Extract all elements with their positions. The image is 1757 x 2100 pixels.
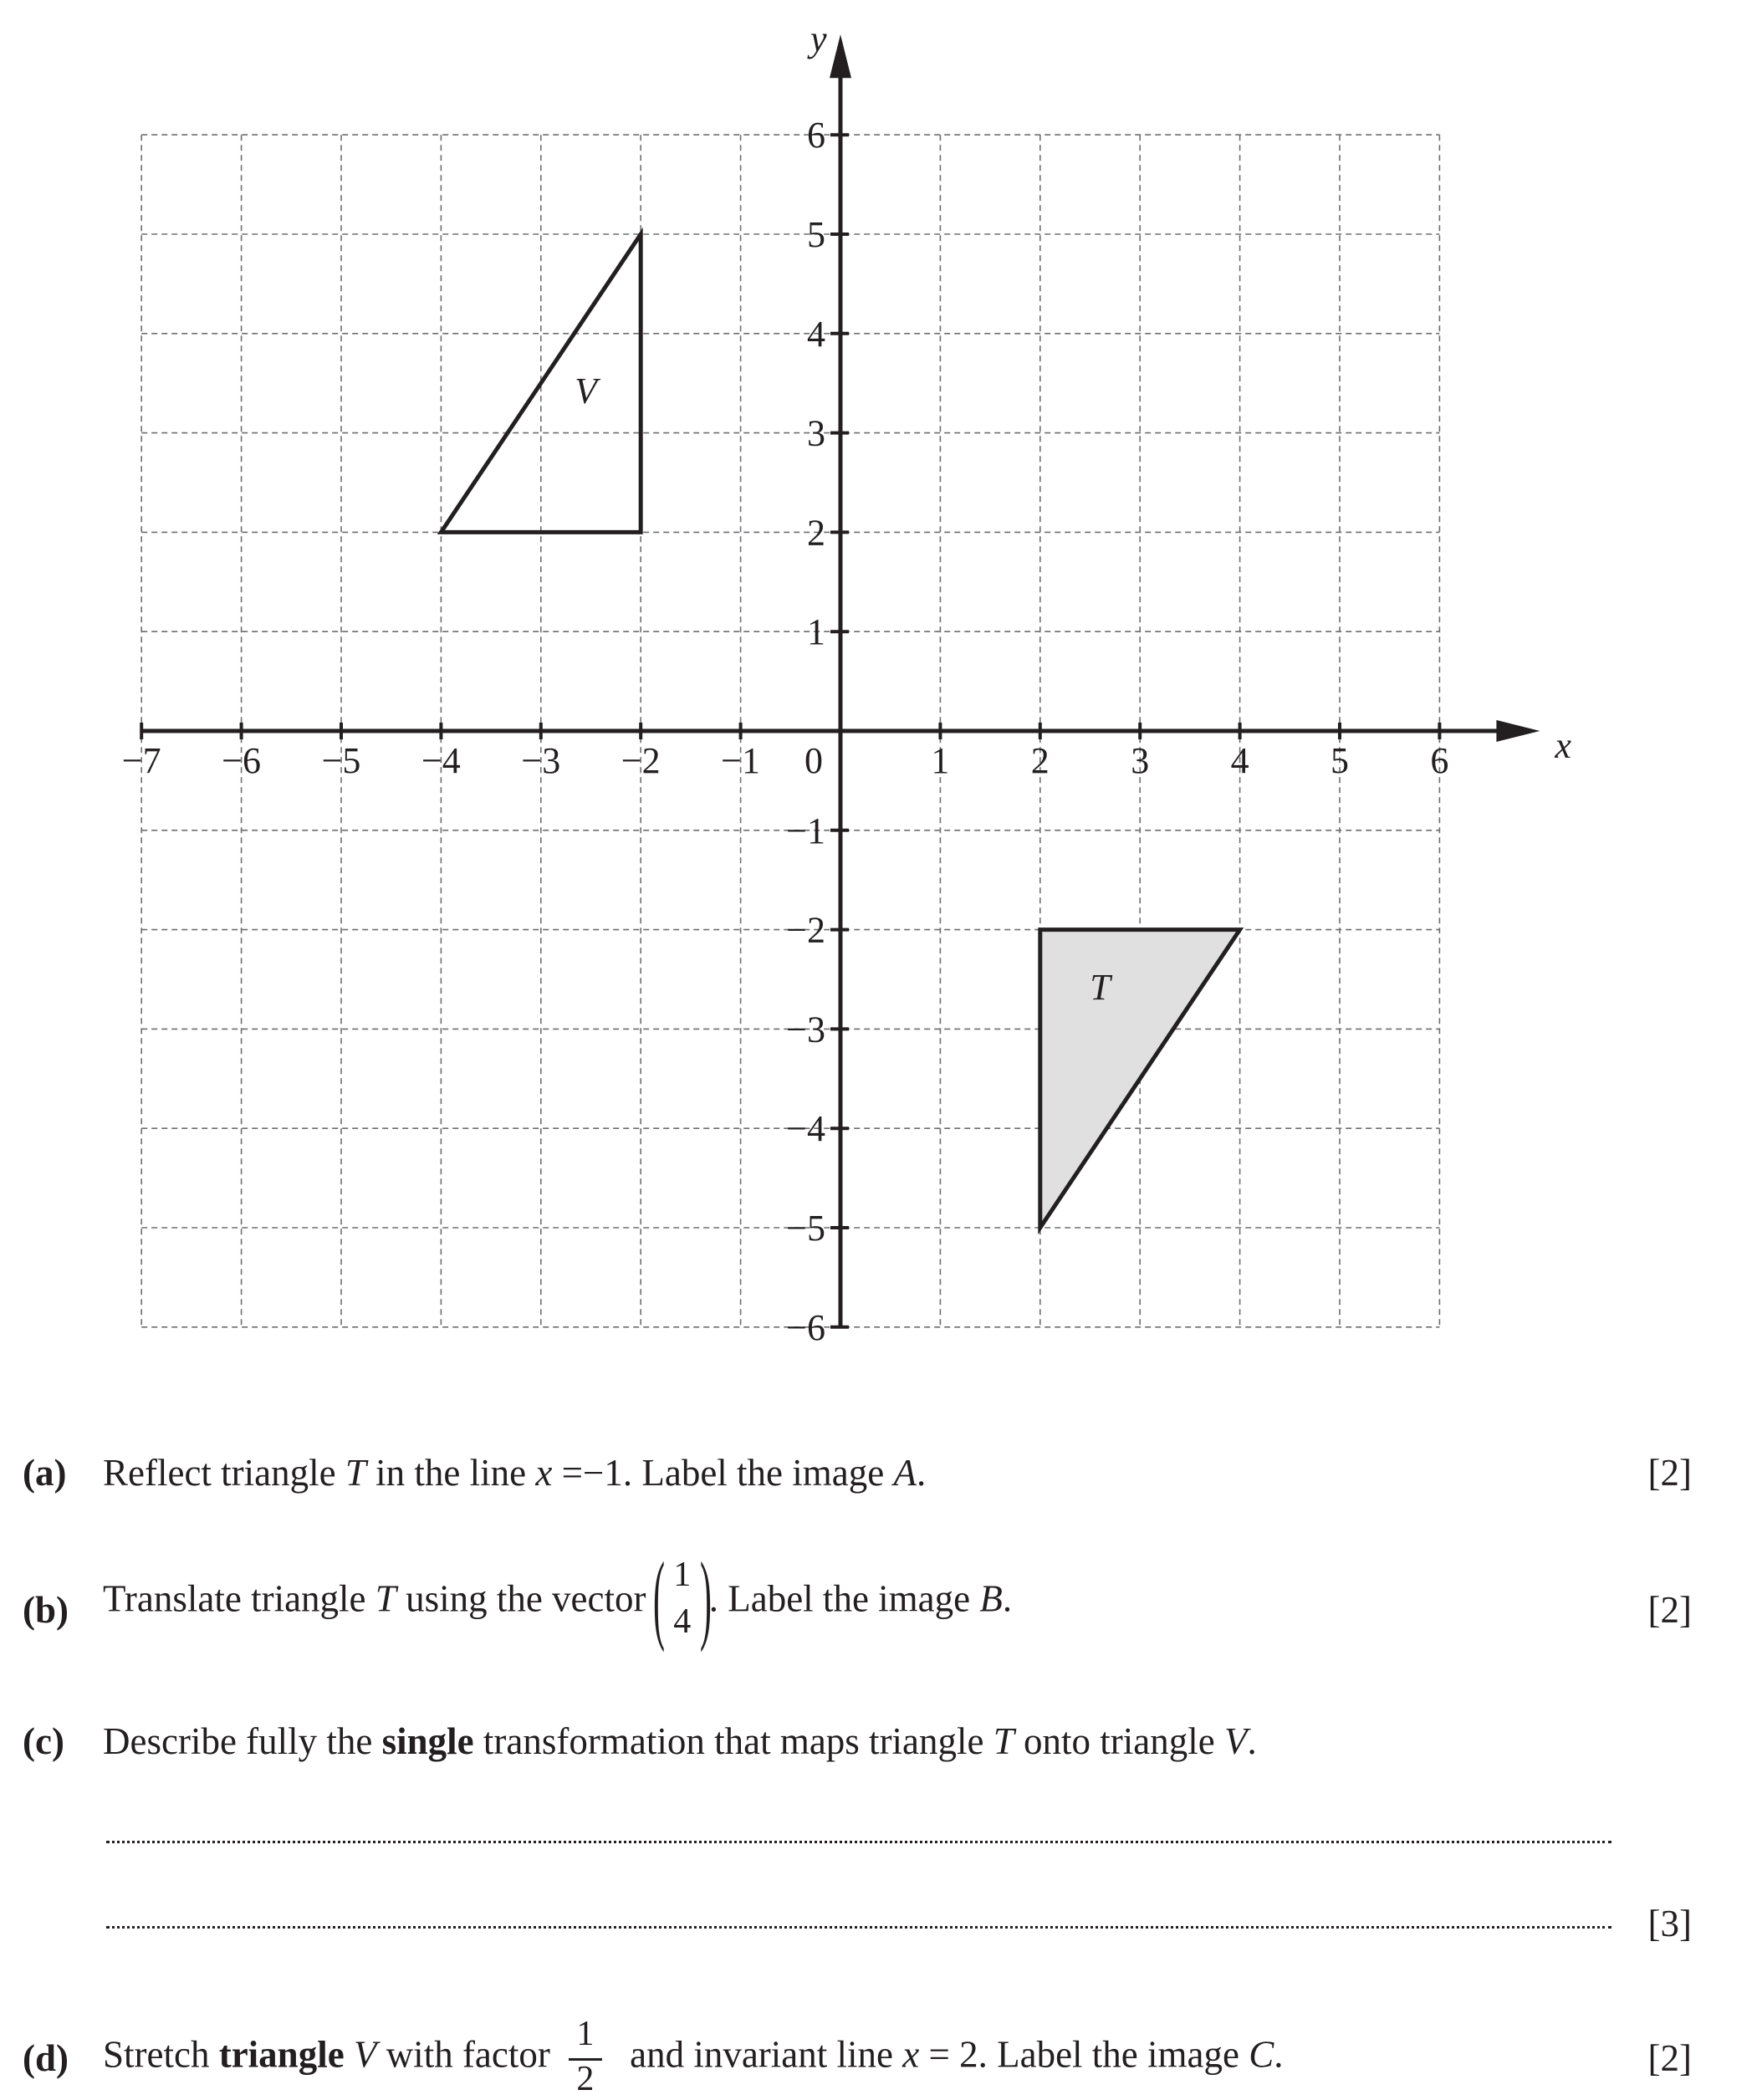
y-tick-label: 5 <box>807 214 825 255</box>
y-tick-label: 1 <box>807 611 825 653</box>
x-tick-label: 2 <box>1030 740 1050 781</box>
x-tick-label: 3 <box>1131 740 1150 781</box>
x-tick-label: −6 <box>222 740 262 781</box>
x-tick-label: 5 <box>1331 740 1349 781</box>
question-d-text: Stretch triangle V with factor $\frac{1}{2}$ and invariant line x = 2. Label the image C. <box>103 2015 1284 2098</box>
answer-line-1[interactable] <box>106 1841 1611 1843</box>
fraction-one-half: $\frac{1}{2}$ <box>569 2016 602 2100</box>
y-tick-label: 6 <box>807 115 825 156</box>
question-c-marks: [3] <box>1647 1903 1692 1944</box>
x-axis-arrowhead <box>1496 720 1540 742</box>
x-tick-label: −7 <box>121 740 161 781</box>
question-c-label: (c) <box>23 1720 64 1762</box>
y-tick-label: −5 <box>786 1208 825 1249</box>
y-axis-label: y <box>810 18 827 60</box>
x-axis-label: x <box>1555 725 1571 766</box>
triangle-V-label: V <box>575 370 597 411</box>
question-d <box>23 2016 1611 2097</box>
x-tick-label: 4 <box>1230 740 1249 781</box>
y-tick-label: −3 <box>786 1009 825 1050</box>
question-d-marks: [2] <box>1647 2037 1692 2079</box>
y-tick-label: 4 <box>807 313 825 355</box>
y-tick-label: 3 <box>807 412 825 454</box>
question-c <box>23 1720 1611 1765</box>
x-tick-label: 6 <box>1430 740 1449 781</box>
y-tick-label: −2 <box>786 909 825 951</box>
question-c-text: Describe fully the single transformation that maps triangle T onto triangle V. <box>103 1720 1257 1762</box>
x-tick-label: −5 <box>321 740 361 781</box>
question-a-marks: [2] <box>1647 1452 1692 1494</box>
question-a-text: Reflect triangle T in the line x =−1. Label the image A. <box>103 1452 927 1494</box>
x-tick-label: −4 <box>421 740 461 781</box>
y-axis-arrowhead <box>830 34 851 78</box>
x-tick-label: −3 <box>521 740 561 781</box>
x-tick-label: −1 <box>721 740 761 781</box>
x-tick-label: −2 <box>621 740 661 781</box>
question-d-label: (d) <box>23 2037 69 2079</box>
y-tick-label: −6 <box>786 1306 825 1348</box>
y-tick-label: 2 <box>807 512 825 554</box>
question-b-label: (b) <box>23 1589 69 1631</box>
question-b-marks: [2] <box>1647 1589 1692 1631</box>
triangle-T-label: T <box>1090 966 1111 1008</box>
y-tick-label: −1 <box>786 810 825 851</box>
x-tick-label: 0 <box>804 740 823 781</box>
question-b-text: Translate triangle T using the vector ( 1 4 ) . Label the image B. <box>103 1541 1013 1653</box>
answer-line-2[interactable] <box>106 1926 1611 1929</box>
column-vector: ( 1 4 ) <box>652 1541 712 1653</box>
question-b <box>23 1541 1611 1661</box>
x-tick-label: 1 <box>931 740 950 781</box>
question-a-label: (a) <box>23 1452 67 1494</box>
question-a <box>23 1454 1611 1496</box>
y-tick-label: −4 <box>786 1108 825 1150</box>
